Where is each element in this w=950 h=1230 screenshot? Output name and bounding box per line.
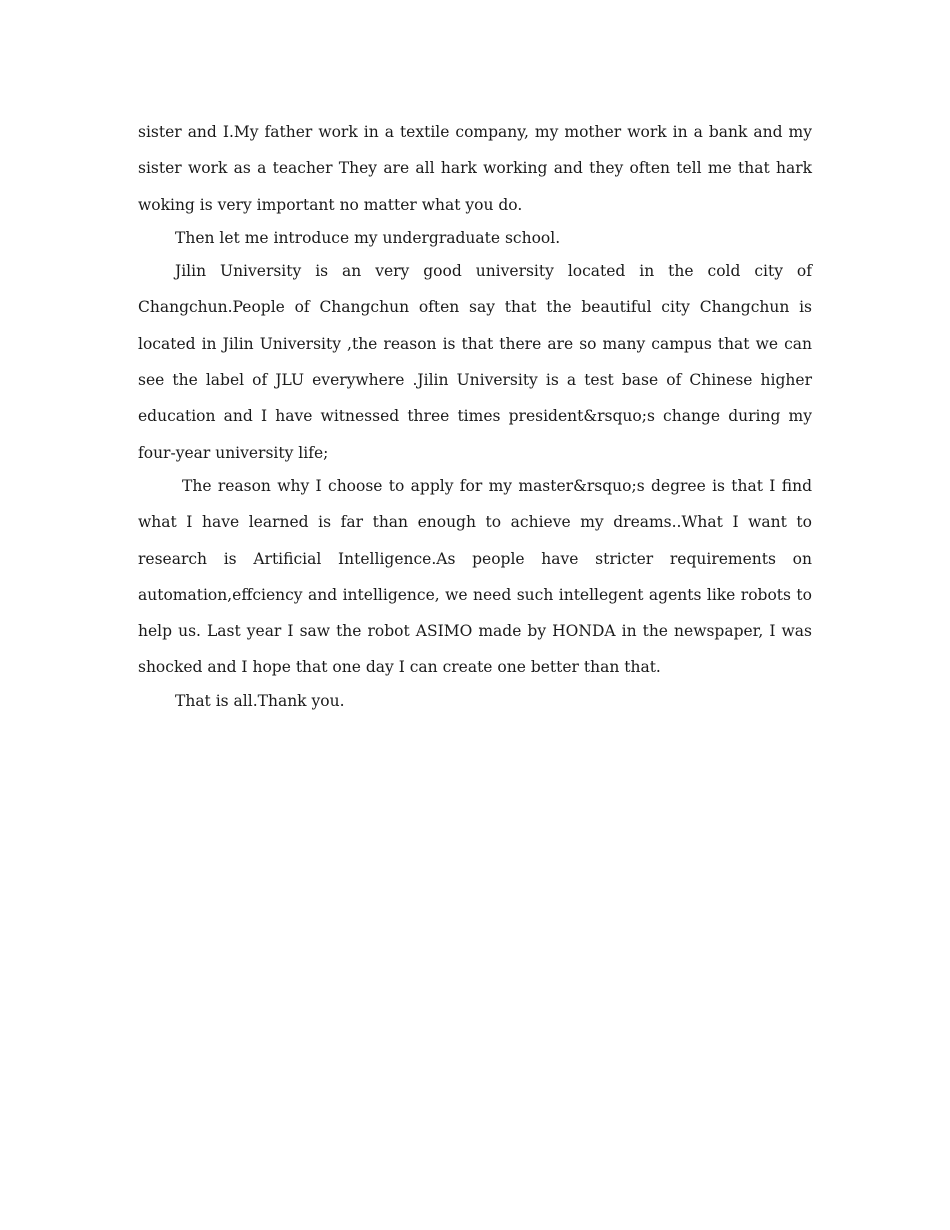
document-page <box>138 114 812 719</box>
paragraph-closing: That is all.Thank you. <box>175 691 345 710</box>
paragraph-jilin-university: Jilin University is an very good university located in the cold city of Changchun.People of Changchun often say that the beautiful city Changchun is located in Jilin University ,the reason is that there are so many campus that we can see the label of JLU everywhere .Jilin University is a test base of Chinese higher education and I have witnessed three times president&rsquo;s change during my four-year university life; <box>138 262 812 462</box>
paragraph-family: sister and I.My father work in a textile company, my mother work in a bank and my sister work as a teacher They are all hark working and they often tell me that hark woking is very important no matter what you do. <box>138 123 812 214</box>
paragraph-research-reason: The reason why I choose to apply for my master&rsquo;s degree is that I find what I have learned is far than enough to achieve my dreams..What I want to research is Artificial Intelligence.As people have stricter requirements on automation,effciency and intelligence, we need such intellegent agents like robots to help us. Last year I saw the robot ASIMO made by HONDA in the newspaper, I was shocked and I hope that one day I can create one better than that. <box>138 476 812 677</box>
paragraph-intro-school: Then let me introduce my undergraduate school. <box>175 228 561 247</box>
